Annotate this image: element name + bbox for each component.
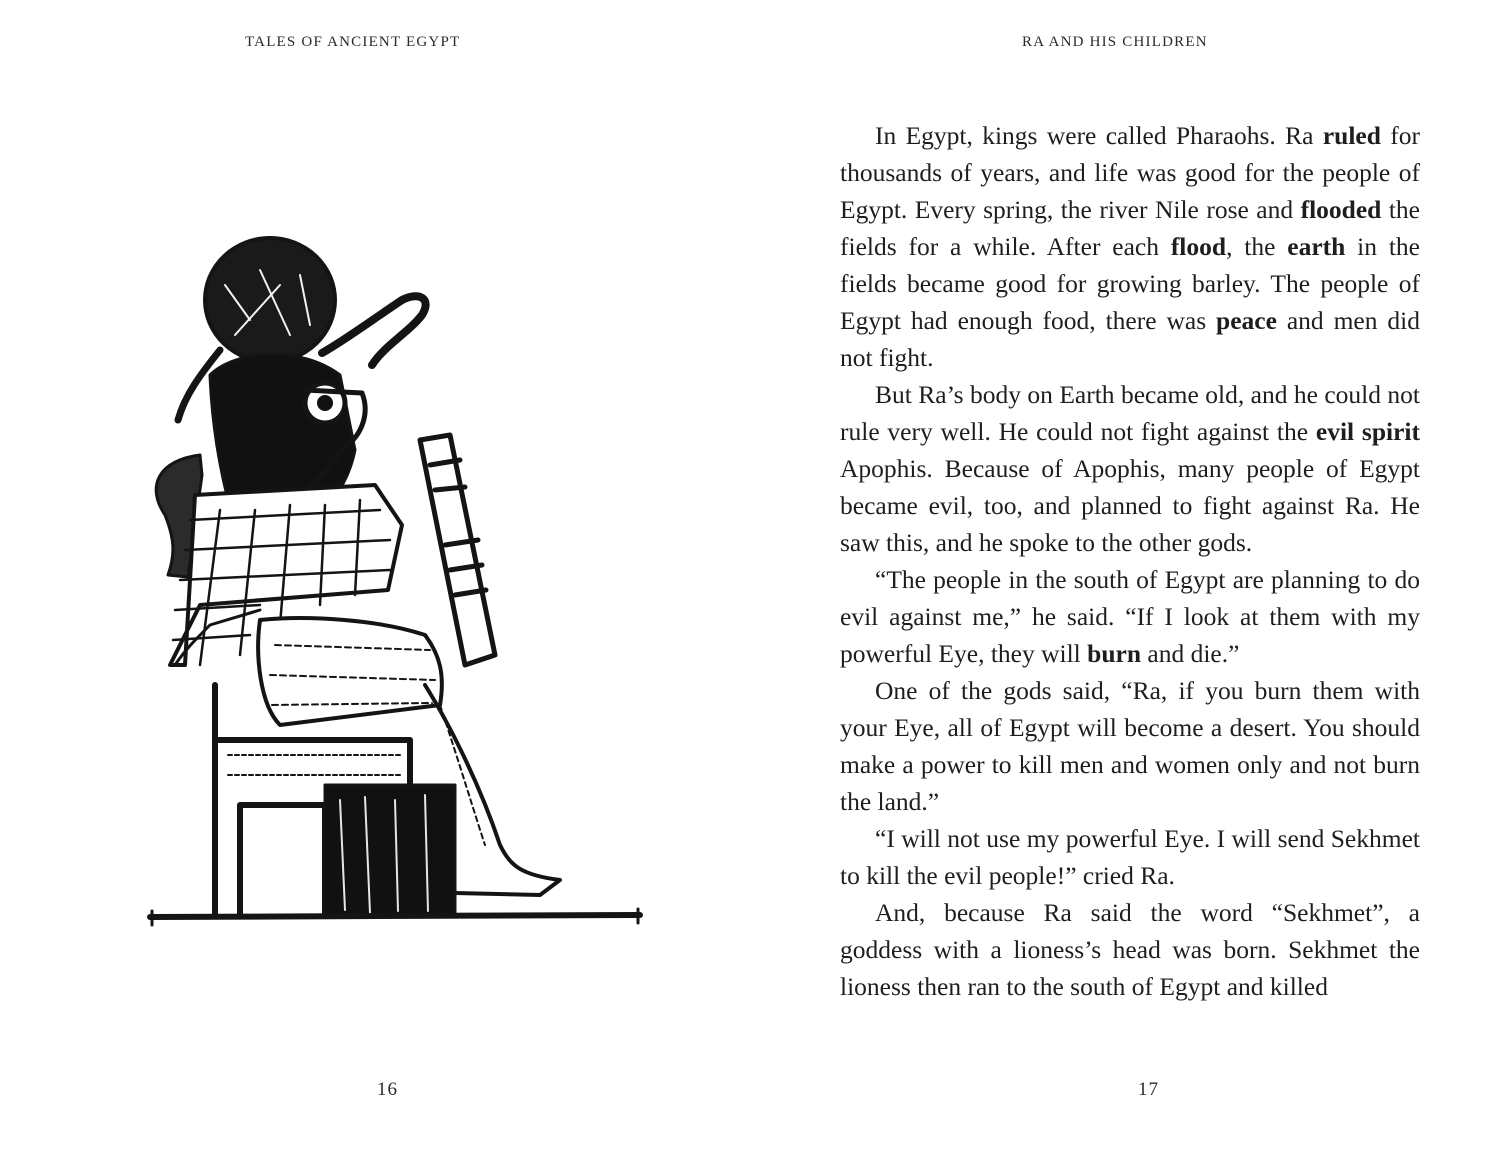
text-run: “The people in the south of Egypt are planning to do evil against me,” he said. “If I look at them with my powerful Eye, they will <box>840 565 1420 668</box>
text-run: “I will not use my powerful Eye. I will send Sekhmet to kill the evil people!” cried Ra. <box>840 824 1420 890</box>
text-run: the fields for a while. After each <box>840 195 1421 261</box>
right-page <box>750 0 1500 1151</box>
paragraph <box>840 894 1420 1005</box>
text-run: for thousands of years, and life was good for the people of Egypt. Every spring, the river Nile rose and <box>840 121 1421 224</box>
text-run: and men did not fight. <box>840 306 1420 372</box>
text-run: In Egypt, kings were called Pharaohs. Ra <box>875 121 1323 150</box>
seated-falcon-headed-god-ra-icon <box>140 225 650 935</box>
text-run: , the <box>1226 232 1288 261</box>
text-run: Apophis. Because of Apophis, many people of Egypt became evil, too, and planned to fight against Ra. He saw this, and he spoke to the other gods. <box>840 454 1420 557</box>
paragraph <box>840 820 1420 894</box>
vocabulary-word: peace <box>1216 306 1277 335</box>
left-page-number: 16 <box>377 1079 398 1100</box>
left-running-head: TALES OF ANCIENT EGYPT <box>245 34 461 50</box>
body-text <box>840 117 1420 1005</box>
vocabulary-word: evil spirit <box>1315 417 1421 446</box>
vocabulary-word: ruled <box>1322 121 1381 150</box>
paragraph <box>840 561 1420 672</box>
vocabulary-word: earth <box>1287 232 1346 261</box>
text-run: One of the gods said, “Ra, if you burn them with your Eye, all of Egypt will become a desert. You should make a power to kill men and women only and not burn the land.” <box>840 676 1420 816</box>
paragraph <box>840 117 1420 376</box>
vocabulary-word: flood <box>1170 232 1227 261</box>
text-run: But Ra’s body on Earth became old, and he could not rule very well. He could not fight against the <box>840 380 1420 446</box>
vocabulary-word: burn <box>1087 639 1142 668</box>
text-run: And, because Ra said the word “Sekhmet”, a goddess with a lioness’s head was born. Sekhmet the lioness then ran to the south of Egypt and killed <box>840 898 1420 1001</box>
paragraph <box>840 376 1420 561</box>
vocabulary-word: flooded <box>1300 195 1382 224</box>
text-run: and die.” <box>1141 639 1240 668</box>
paragraph <box>840 672 1420 820</box>
right-page-number: 17 <box>1138 1079 1159 1100</box>
right-running-head: RA AND HIS CHILDREN <box>1022 34 1208 50</box>
text-run: in the fields became good for growing barley. The people of Egypt had enough food, there was <box>840 232 1420 335</box>
